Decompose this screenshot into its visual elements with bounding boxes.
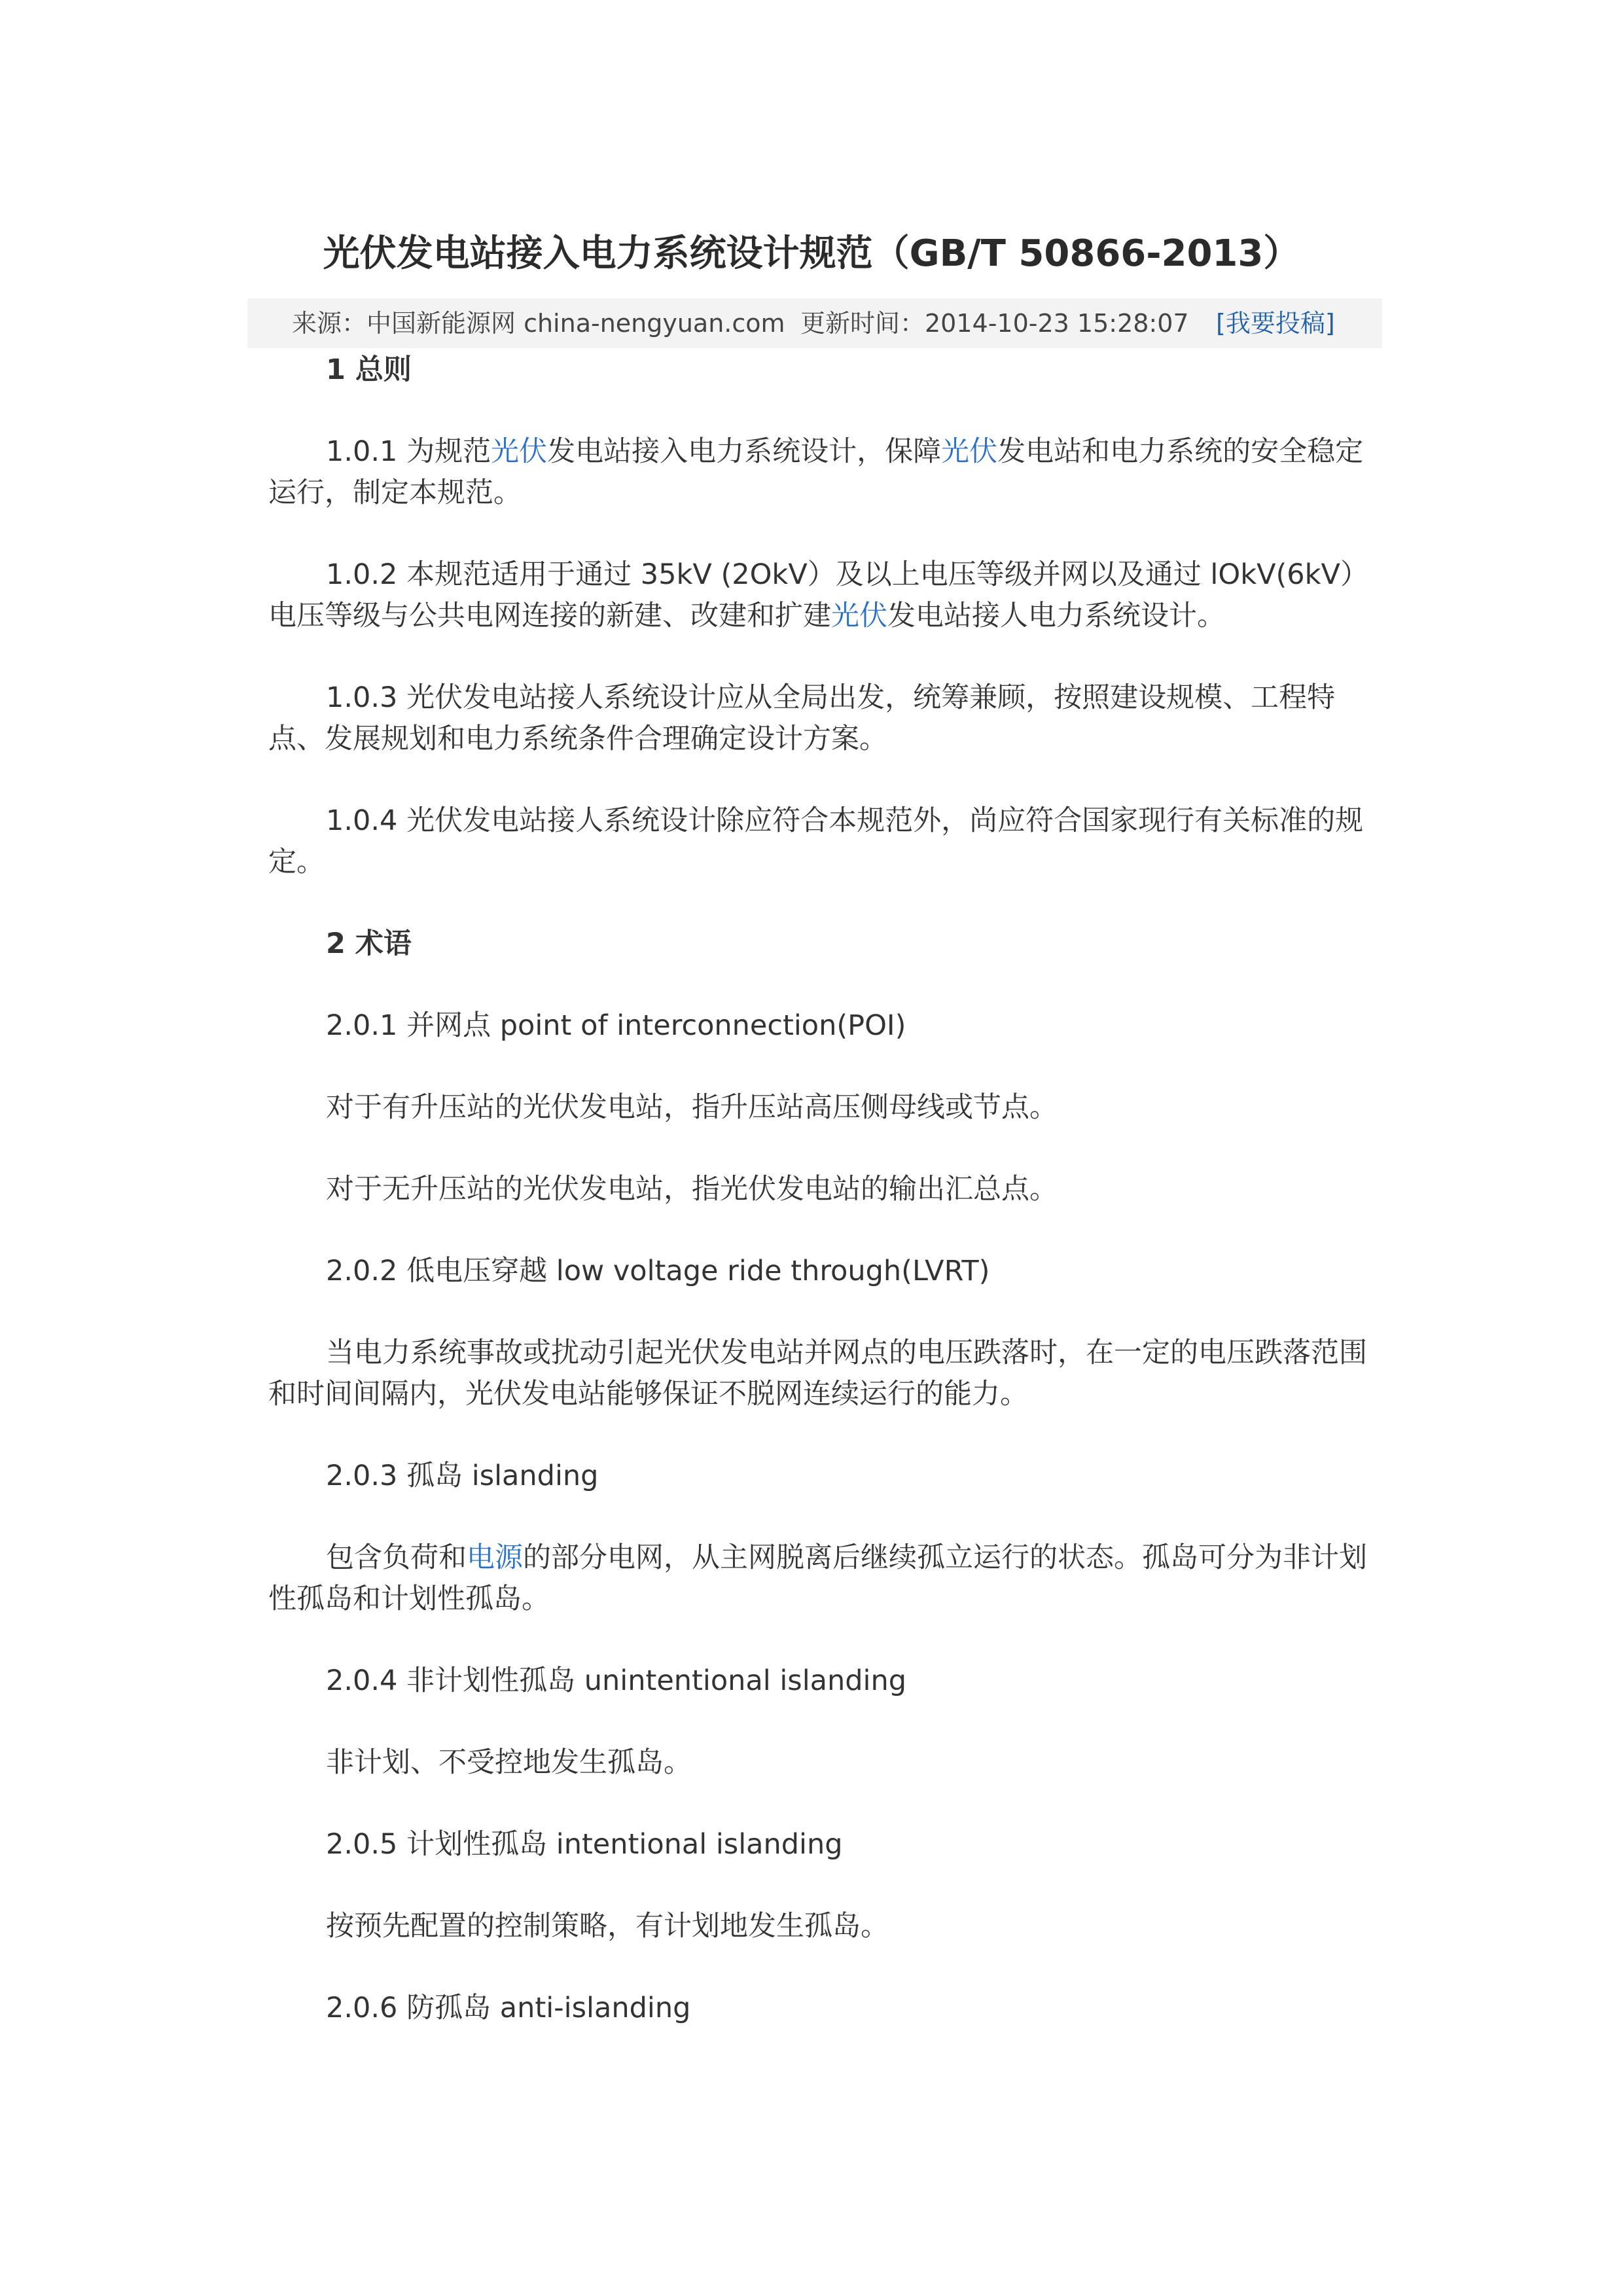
term-definition [268, 1537, 1390, 1620]
clause-text: 发电站接入电力系统设计，保障 [547, 435, 942, 468]
clause-1-0-4: 1.0.4 光伏发电站接人系统设计除应符合本规范外，尚应符合国家现行有关标准的规定。 [268, 804, 1364, 878]
clause-text: 的部分电网，从主网脱离后继续孤立运行的状态。孤岛可分为非计划性孤岛和计划性孤岛。 [268, 1541, 1367, 1615]
clause-1-0-1 [268, 431, 1390, 514]
keyword-link[interactable]: 光伏 [831, 600, 887, 632]
update-value: 2014-10-23 15:28:07 [925, 309, 1189, 338]
term-definition: 对于有升压站的光伏发电站，指升压站高压侧母线或节点。 [326, 1091, 1058, 1124]
keyword-link[interactable]: 光伏 [491, 435, 548, 468]
term-2-0-3: 2.0.3 孤岛 islanding [326, 1460, 599, 1492]
term-2-0-4: 2.0.4 非计划性孤岛 unintentional islanding [326, 1664, 907, 1697]
clause-text: 发电站和电力系统的安全稳定运行，制定本规范。 [268, 435, 1364, 509]
update-label: 更新时间： [800, 309, 925, 338]
term-2-0-1: 2.0.1 并网点 point of interconnection(POI) [326, 1009, 906, 1042]
clause-text: 发电站接人电力系统设计。 [887, 600, 1225, 632]
clause-text: 1.0.2 本规范适用于通过 35kV (2OkV）及以上电压等级并网以及通过 lOkV(6kV）电压等级与公共电网连接的新建、改建和扩建 [268, 558, 1368, 632]
article-meta-bar [247, 298, 1382, 348]
document-body [268, 350, 1390, 2070]
source-label: 来源： [292, 309, 367, 338]
clause-text: 包含负荷和 [326, 1541, 467, 1574]
term-definition: 非计划、不受控地发生孤岛。 [326, 1746, 692, 1779]
term-2-0-6: 2.0.6 防孤岛 anti-islanding [326, 1992, 691, 2024]
term-2-0-5: 2.0.5 计划性孤岛 intentional islanding [326, 1828, 843, 1861]
term-definition: 对于无升压站的光伏发电站，指光伏发电站的输出汇总点。 [326, 1173, 1058, 1206]
term-definition: 当电力系统事故或扰动引起光伏发电站并网点的电压跌落时，在一定的电压跌落范围和时间间隔内，光伏发电站能够保证不脱网连续运行的能力。 [268, 1336, 1367, 1410]
clause-text: 1.0.1 为规范 [326, 435, 491, 468]
clause-1-0-2 [268, 554, 1390, 637]
term-2-0-2: 2.0.2 低电压穿越 low voltage ride through(LVRT) [326, 1255, 990, 1287]
keyword-link[interactable]: 光伏 [941, 435, 998, 468]
clause-1-0-3: 1.0.3 光伏发电站接人系统设计应从全局出发，统筹兼顾，按照建设规模、工程特点、发展规划和电力系统条件合理确定设计方案。 [268, 681, 1336, 755]
source-value: 中国新能源网 china-nengyuan.com [366, 309, 785, 338]
section-heading: 2 术语 [326, 927, 412, 960]
document-title: 光伏发电站接入电力系统设计规范（GB/T 50866-2013） [323, 232, 1300, 275]
term-definition: 按预先配置的控制策略，有计划地发生孤岛。 [326, 1910, 889, 1943]
submit-article-link[interactable]: [我要投稿] [1216, 309, 1335, 338]
section-heading: 1 总则 [326, 353, 412, 386]
keyword-link[interactable]: 电源 [467, 1541, 523, 1574]
